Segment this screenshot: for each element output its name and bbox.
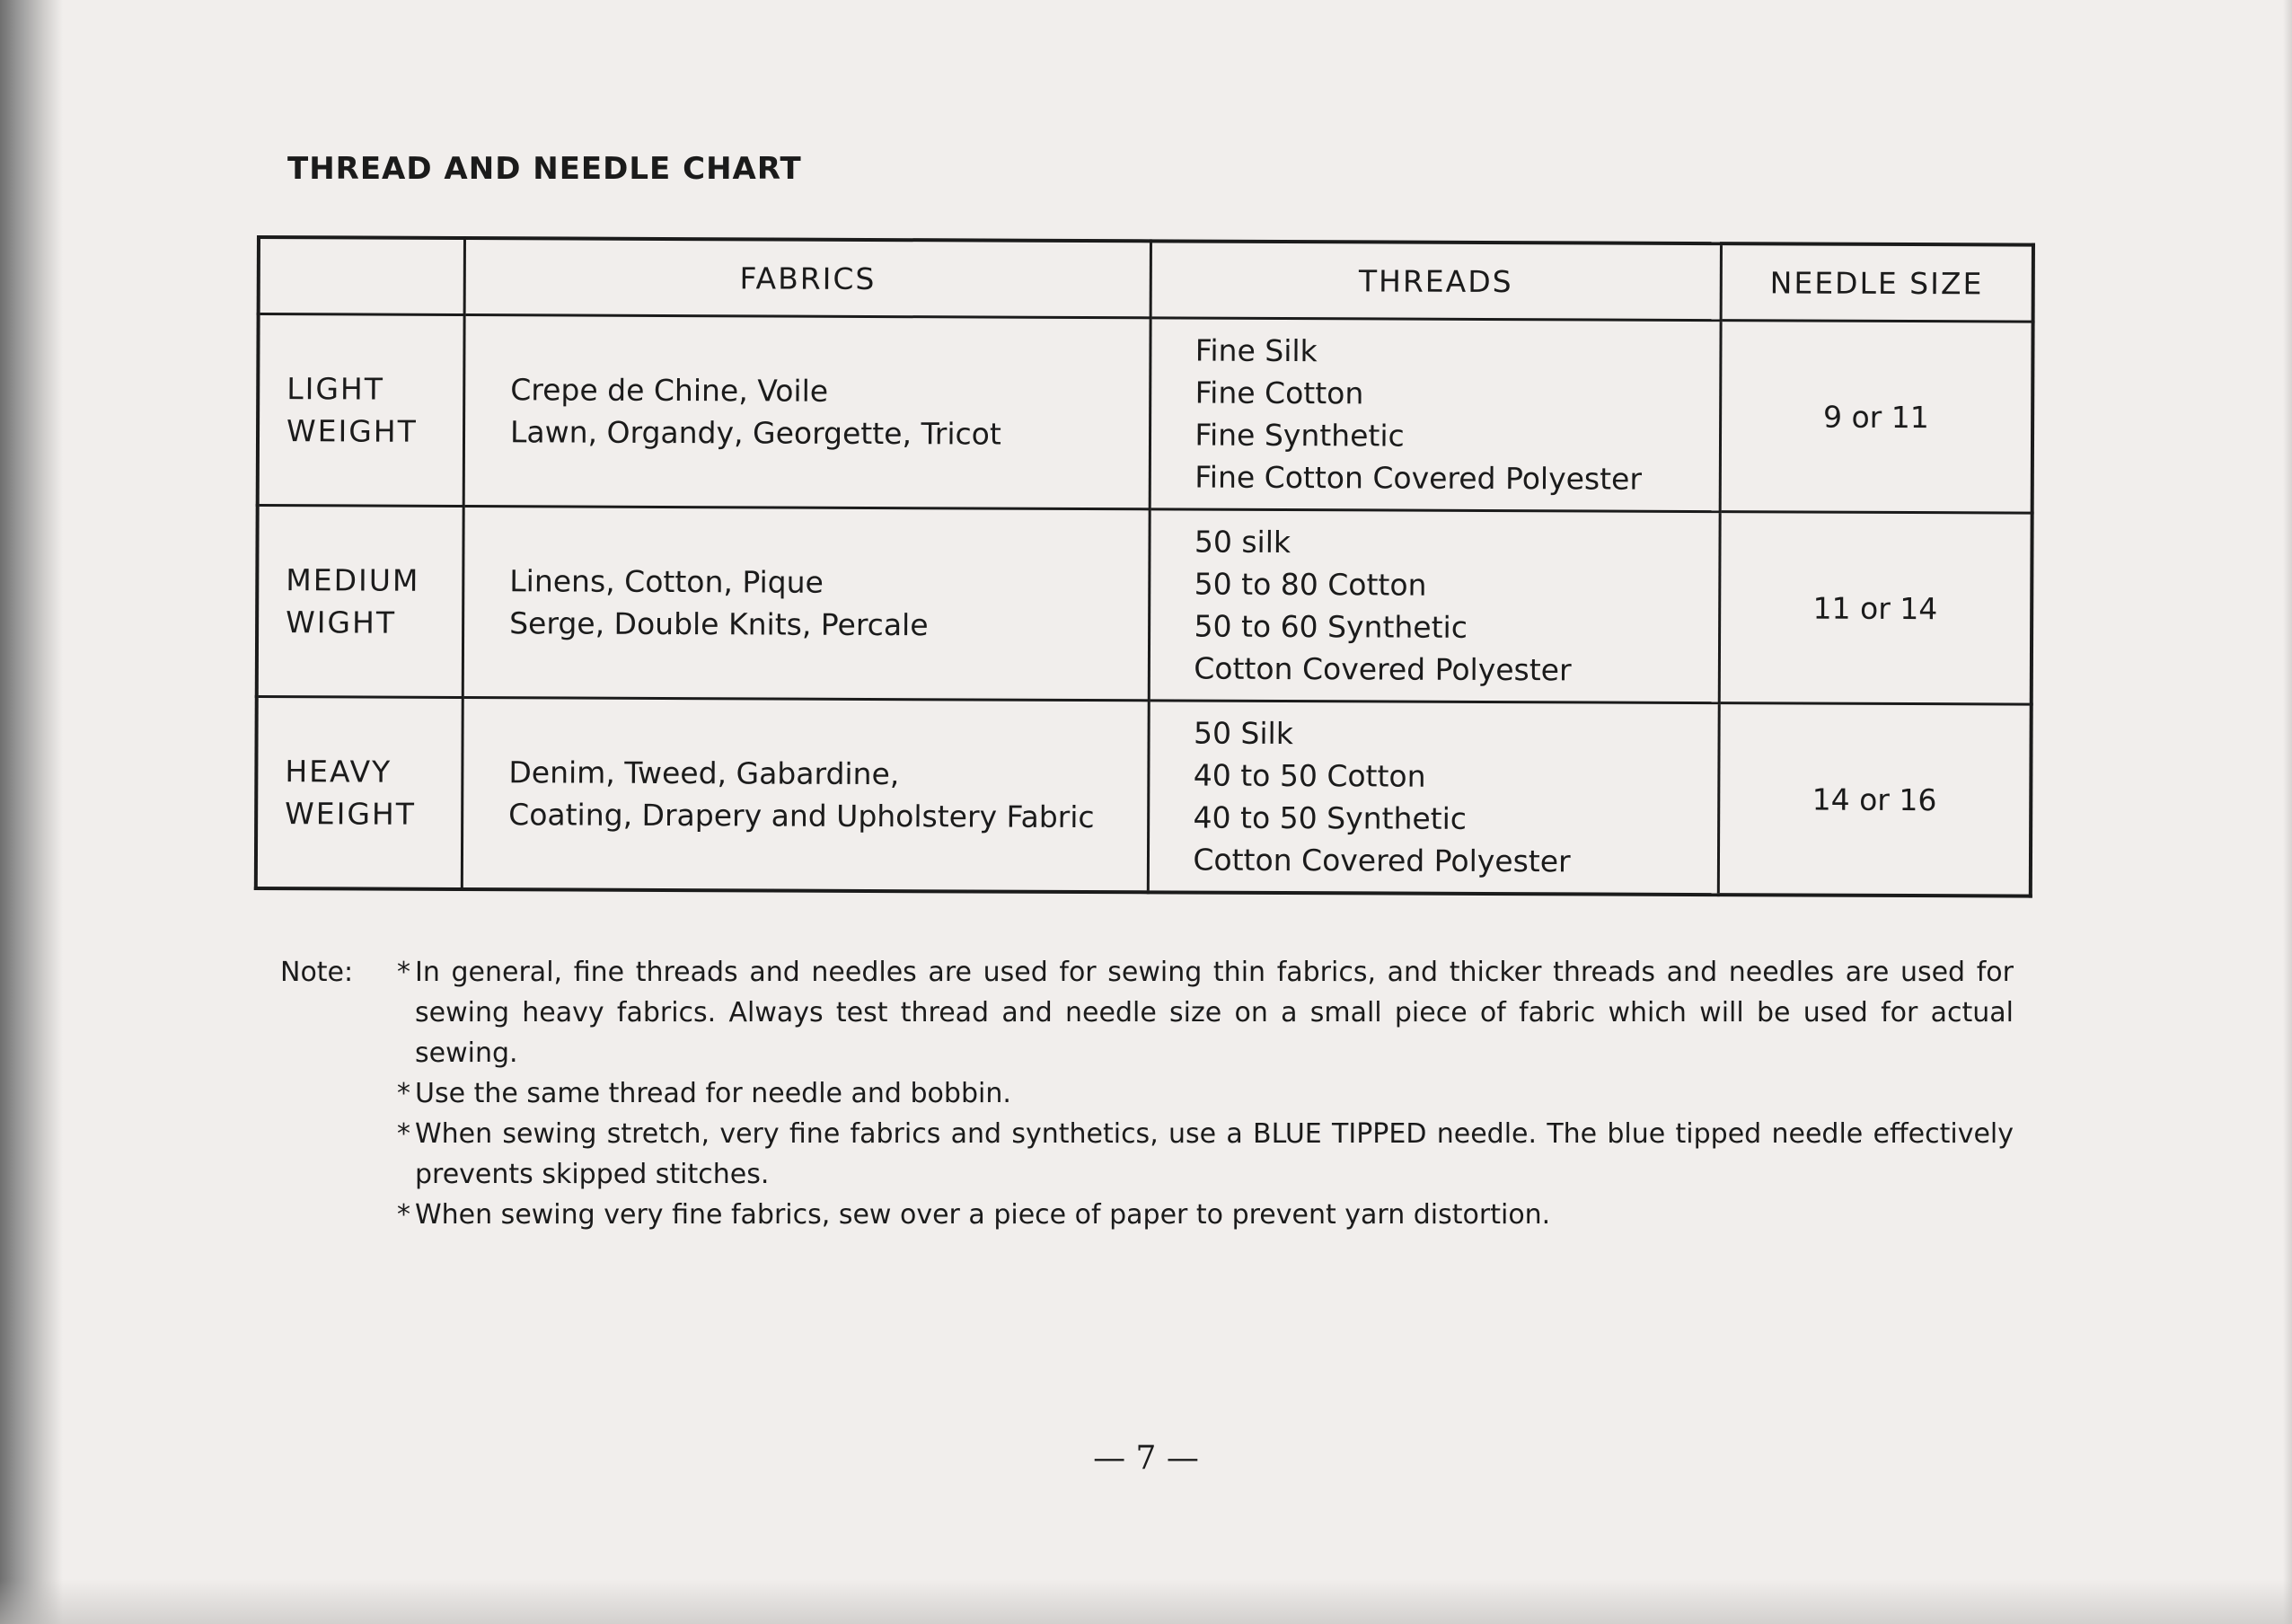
note-bullet: * xyxy=(397,1078,410,1109)
note-item xyxy=(397,1114,2014,1195)
category-line: WEIGHT xyxy=(285,796,417,832)
table-row-medium-weight xyxy=(257,506,2032,705)
page-number: — 7 — xyxy=(1093,1440,1199,1477)
category-line: MEDIUM xyxy=(286,562,420,598)
note-text: Use the same thread for needle and bobbin. xyxy=(415,1078,1011,1109)
page-bottom-shadow xyxy=(0,1579,2292,1624)
fabric-line: Coating, Drapery and Upholstery Fabric xyxy=(508,797,1095,835)
page-binding-shadow xyxy=(0,0,63,1624)
header-fabrics: FABRICS xyxy=(464,238,1151,318)
note-text: When sewing very fine fabrics, sew over a piece of paper to prevent yarn distortion. xyxy=(415,1199,1551,1231)
table-header-row xyxy=(259,237,2033,322)
category-line: LIGHT xyxy=(286,371,385,407)
note-label: Note: xyxy=(280,957,354,988)
thread-line: Fine Cotton Covered Polyester xyxy=(1194,459,1643,497)
category-cell xyxy=(256,697,463,889)
category-cell xyxy=(258,314,464,507)
needle-size-cell: 9 or 11 xyxy=(1720,321,2033,514)
header-threads: THREADS xyxy=(1151,241,1721,320)
note-item xyxy=(397,1073,2014,1114)
fabric-line: Lawn, Organdy, Georgette, Tricot xyxy=(509,414,1001,452)
note-bullet: * xyxy=(397,1199,410,1231)
thread-line: Cotton Covered Polyester xyxy=(1193,842,1571,879)
threads-cell xyxy=(1150,318,1721,512)
category-cell xyxy=(257,506,463,698)
table-row-heavy-weight xyxy=(256,697,2032,896)
thread-line: 50 silk xyxy=(1194,524,1291,560)
page-title: THREAD AND NEEDLE CHART xyxy=(287,151,802,187)
thread-needle-table xyxy=(254,235,2035,898)
threads-cell xyxy=(1150,509,1720,703)
header-category xyxy=(259,237,465,315)
thread-line: 40 to 50 Cotton xyxy=(1193,757,1426,794)
fabric-line: Crepe de Chine, Voile xyxy=(510,372,829,409)
category-line: HEAVY xyxy=(285,754,392,790)
note-list xyxy=(397,952,2014,1235)
fabric-line: Serge, Double Knits, Percale xyxy=(509,605,929,643)
fabrics-cell xyxy=(463,315,1150,509)
category-line: WEIGHT xyxy=(286,413,418,449)
note-bullet: * xyxy=(397,957,410,988)
note-item xyxy=(397,952,2014,1073)
thread-line: Fine Synthetic xyxy=(1194,417,1405,454)
thread-line: 50 to 80 Cotton xyxy=(1194,566,1427,603)
fabric-line: Linens, Cotton, Pique xyxy=(509,563,824,600)
thread-line: Fine Silk xyxy=(1194,332,1318,369)
thread-line: 40 to 50 Synthetic xyxy=(1193,799,1468,836)
thread-line: Fine Cotton xyxy=(1194,375,1364,411)
note-text: In general, fine threads and needles are used for sewing thin fabrics, and thicker threads and needles are used for sewing heavy fabrics. Always test thread and needle size on a small piece of fabric which will be used for actual sewing. xyxy=(415,957,2014,1069)
thread-line: 50 Silk xyxy=(1193,715,1293,752)
table-row-light-weight xyxy=(258,314,2033,514)
note-text: When sewing stretch, very fine fabrics and synthetics, use a BLUE TIPPED needle. The blue tipped needle effectively prevents skipped stitches. xyxy=(415,1118,2014,1190)
page-edge-shadow xyxy=(2283,0,2292,1624)
fabrics-cell xyxy=(462,698,1149,893)
thread-line: 50 to 60 Synthetic xyxy=(1194,608,1468,645)
category-line: WIGHT xyxy=(286,605,397,640)
header-needle-size: NEEDLE SIZE xyxy=(1721,243,2033,322)
needle-size-cell: 14 or 16 xyxy=(1718,703,2032,896)
note-bullet: * xyxy=(397,1118,410,1150)
note-item xyxy=(397,1195,2014,1235)
thread-line: Cotton Covered Polyester xyxy=(1194,650,1572,688)
fabrics-cell xyxy=(463,507,1150,701)
fabric-line: Denim, Tweed, Gabardine, xyxy=(508,755,900,792)
needle-size-cell: 11 or 14 xyxy=(1719,512,2032,705)
threads-cell xyxy=(1149,701,1719,895)
